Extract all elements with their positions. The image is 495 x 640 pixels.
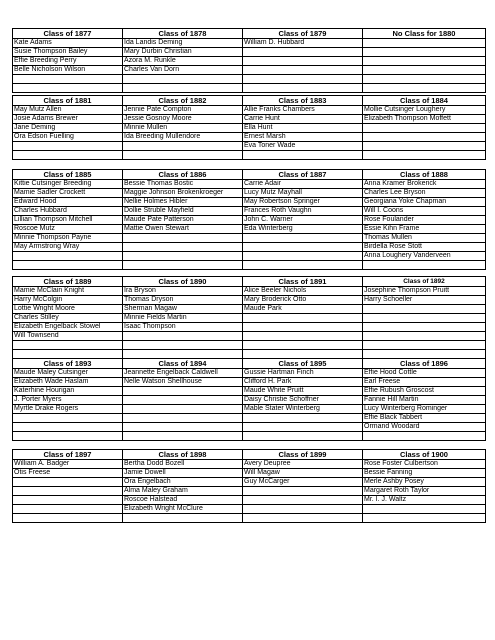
graduate-name-cell — [123, 261, 243, 270]
graduate-name-cell: Isaac Thompson — [123, 323, 243, 332]
graduate-name-cell: Mr. I. J. Waltz — [363, 496, 486, 505]
class-year-header: Class of 1893 — [13, 359, 123, 369]
graduate-name-cell — [243, 414, 363, 423]
table-row — [13, 216, 486, 225]
graduate-name-cell: J. Porter Myers — [13, 396, 123, 405]
graduate-name-cell — [123, 387, 243, 396]
table-row — [13, 75, 486, 84]
graduate-name-cell — [243, 341, 363, 350]
table-row — [13, 496, 486, 505]
graduate-name-cell: Carrie Hunt — [243, 115, 363, 124]
class-block-1889 — [12, 276, 485, 359]
table-row — [13, 207, 486, 216]
graduate-name-cell: Will Townsend — [13, 332, 123, 341]
graduate-name-cell — [363, 66, 486, 75]
class-year-header: Class of 1890 — [123, 277, 243, 287]
graduate-name-cell: Belle Nicholson Wilson — [13, 66, 123, 75]
graduate-name-cell: Mary Broderick Otto — [243, 296, 363, 305]
class-year-header: Class of 1891 — [243, 277, 363, 287]
graduate-name-cell: May Robertson Springer — [243, 198, 363, 207]
table-row — [13, 225, 486, 234]
graduate-name-cell: Ora Engelbach — [123, 478, 243, 487]
graduate-name-cell: Ida Landis Deming — [123, 39, 243, 48]
graduate-name-cell — [363, 305, 486, 314]
class-header-row — [13, 96, 486, 106]
graduate-name-cell: Alice Beeler Nichols — [243, 287, 363, 296]
graduate-name-cell: Anna Kramer Brokerick — [363, 180, 486, 189]
graduate-name-cell — [243, 151, 363, 160]
table-row — [13, 133, 486, 142]
graduate-name-cell — [123, 405, 243, 414]
table-row — [13, 378, 486, 387]
graduate-name-cell: Mamie Sadler Crockett — [13, 189, 123, 198]
class-year-header: Class of 1892 — [363, 277, 486, 287]
table-row — [13, 39, 486, 48]
table-row — [13, 432, 486, 441]
graduate-name-cell — [243, 48, 363, 57]
graduate-name-cell: Lottie Wright Moore — [13, 305, 123, 314]
graduate-name-cell: Jennie Pate Compton — [123, 106, 243, 115]
graduate-name-cell: Mable Stater Winterberg — [243, 405, 363, 414]
graduate-name-cell — [243, 323, 363, 332]
graduate-name-cell — [363, 505, 486, 514]
graduate-name-cell: William D. Hubbard — [243, 39, 363, 48]
graduate-name-cell — [13, 487, 123, 496]
graduate-name-cell: Sherman Magaw — [123, 305, 243, 314]
graduate-name-cell: Charles Lee Bryson — [363, 189, 486, 198]
graduate-name-cell — [243, 314, 363, 323]
graduate-name-cell: Josie Adams Brewer — [13, 115, 123, 124]
graduate-name-cell — [13, 261, 123, 270]
table-row — [13, 261, 486, 270]
class-roster-table — [12, 276, 486, 359]
graduate-name-cell — [13, 496, 123, 505]
class-year-header: Class of 1899 — [243, 450, 363, 460]
graduate-name-cell: Daisy Christie Schoffner — [243, 396, 363, 405]
table-row — [13, 124, 486, 133]
class-block-1893 — [12, 358, 485, 441]
graduate-name-cell — [243, 332, 363, 341]
graduate-name-cell: John C. Warner — [243, 216, 363, 225]
class-roster-table — [12, 95, 486, 160]
graduate-name-cell: Margaret Roth Taylor — [363, 487, 486, 496]
graduate-name-cell: Harry Schoeller — [363, 296, 486, 305]
graduate-name-cell: Mattie Owen Stewart — [123, 225, 243, 234]
table-row — [13, 396, 486, 405]
table-row — [13, 514, 486, 523]
graduate-name-cell: Eva Toner Wade — [243, 142, 363, 151]
graduate-name-cell — [123, 341, 243, 350]
class-block-1885 — [12, 169, 485, 270]
graduate-name-cell — [13, 423, 123, 432]
class-year-header: Class of 1886 — [123, 170, 243, 180]
graduate-name-cell: May Armstrong Wray — [13, 243, 123, 252]
table-row — [13, 460, 486, 469]
graduate-name-cell — [123, 243, 243, 252]
graduate-name-cell: Lillian Thompson Mitchell — [13, 216, 123, 225]
table-row — [13, 198, 486, 207]
table-row — [13, 469, 486, 478]
graduate-name-cell — [243, 505, 363, 514]
class-year-header: Class of 1881 — [13, 96, 123, 106]
graduate-name-cell: Effie Black Tabbert — [363, 414, 486, 423]
class-year-header: Class of 1878 — [123, 29, 243, 39]
graduate-name-cell: Roscoe Mutz — [13, 225, 123, 234]
table-row — [13, 305, 486, 314]
graduate-name-cell: Nelle Watson Shellhouse — [123, 378, 243, 387]
class-year-header: Class of 1889 — [13, 277, 123, 287]
graduate-name-cell: Kittie Cutsinger Breeding — [13, 180, 123, 189]
graduate-name-cell: Alma Maley Graham — [123, 487, 243, 496]
graduate-name-cell — [243, 252, 363, 261]
graduate-name-cell — [243, 423, 363, 432]
graduate-name-cell — [363, 84, 486, 93]
graduate-name-cell: Jane Deming — [13, 124, 123, 133]
graduate-name-cell — [123, 414, 243, 423]
class-year-header: Class of 1877 — [13, 29, 123, 39]
graduate-name-cell — [13, 478, 123, 487]
graduate-name-cell: Birdella Rose Stott — [363, 243, 486, 252]
graduate-name-cell: Will Magaw — [243, 469, 363, 478]
graduate-name-cell — [13, 142, 123, 151]
graduate-name-cell — [13, 84, 123, 93]
class-block-1897 — [12, 449, 485, 523]
class-year-header: Class of 1900 — [363, 450, 486, 460]
graduate-name-cell: Avery Deupree — [243, 460, 363, 469]
graduate-name-cell — [13, 341, 123, 350]
graduate-name-cell: Kate Adams — [13, 39, 123, 48]
graduate-name-cell: Mamie McClain Knight — [13, 287, 123, 296]
table-row — [13, 66, 486, 75]
graduate-name-cell — [123, 514, 243, 523]
graduate-name-cell — [363, 514, 486, 523]
graduate-name-cell: Otis Freese — [13, 469, 123, 478]
graduate-name-cell — [363, 341, 486, 350]
table-row — [13, 478, 486, 487]
graduate-name-cell — [363, 39, 486, 48]
graduate-name-cell: Elizabeth Wright McClure — [123, 505, 243, 514]
table-row — [13, 296, 486, 305]
class-header-row — [13, 29, 486, 39]
class-year-header: Class of 1897 — [13, 450, 123, 460]
graduate-name-cell — [123, 332, 243, 341]
graduate-name-cell: Essie Kihn Frame — [363, 225, 486, 234]
graduate-name-cell: Anna Loughery Vanderveen — [363, 252, 486, 261]
class-year-header: Class of 1885 — [13, 170, 123, 180]
table-row — [13, 323, 486, 332]
graduate-name-cell: Elizabeth Thompson Moffett — [363, 115, 486, 124]
graduate-name-cell: Ormand Woodard — [363, 423, 486, 432]
graduate-name-cell: Charles Stilley — [13, 314, 123, 323]
graduate-name-cell: Maude Pate Patterson — [123, 216, 243, 225]
graduate-name-cell: Will I. Coons — [363, 207, 486, 216]
graduate-name-cell: Eda Winterberg — [243, 225, 363, 234]
graduate-name-cell — [363, 133, 486, 142]
graduate-name-cell: Charles Hubbard — [13, 207, 123, 216]
graduate-name-cell: Ora Edson Fuelling — [13, 133, 123, 142]
graduate-name-cell: Dollie Struble Mayfield — [123, 207, 243, 216]
table-row — [13, 414, 486, 423]
graduate-name-cell: Elizabeth Wade Haslam — [13, 378, 123, 387]
graduate-name-cell: Charles Van Dorn — [123, 66, 243, 75]
table-row — [13, 341, 486, 350]
graduate-name-cell: Ira Bryson — [123, 287, 243, 296]
class-year-header: Class of 1896 — [363, 359, 486, 369]
graduate-name-cell: Mary Durbin Christian — [123, 48, 243, 57]
graduate-name-cell: Josephine Thompson Pruitt — [363, 287, 486, 296]
graduate-name-cell — [123, 84, 243, 93]
graduate-name-cell — [243, 57, 363, 66]
graduate-name-cell: Azora M. Runkle — [123, 57, 243, 66]
graduate-name-cell — [13, 432, 123, 441]
graduate-name-cell: Effie Rubush Groscost — [363, 387, 486, 396]
table-row — [13, 405, 486, 414]
table-row — [13, 243, 486, 252]
graduate-name-cell: Jeannette Engelback Caldwell — [123, 369, 243, 378]
table-row — [13, 180, 486, 189]
class-block-1877 — [12, 28, 485, 93]
graduate-name-cell: Maude Maley Cutsinger — [13, 369, 123, 378]
graduate-name-cell — [363, 432, 486, 441]
table-row — [13, 151, 486, 160]
graduate-name-cell: Carrie Adair — [243, 180, 363, 189]
graduate-name-cell: Minnie Thompson Payne — [13, 234, 123, 243]
graduate-name-cell: Guy McCarger — [243, 478, 363, 487]
class-year-header: Class of 1887 — [243, 170, 363, 180]
graduate-name-cell: Ernest Marsh — [243, 133, 363, 142]
graduate-name-cell — [123, 75, 243, 84]
class-year-header: Class of 1888 — [363, 170, 486, 180]
graduate-name-cell — [363, 314, 486, 323]
graduate-name-cell: Elizabeth Engelback Stowel — [13, 323, 123, 332]
table-row — [13, 387, 486, 396]
graduate-name-cell — [243, 496, 363, 505]
graduate-name-cell — [123, 142, 243, 151]
graduate-name-cell — [363, 48, 486, 57]
graduate-name-cell: Ella Hunt — [243, 124, 363, 133]
class-year-header: Class of 1879 — [243, 29, 363, 39]
graduate-name-cell — [363, 142, 486, 151]
graduate-name-cell — [13, 514, 123, 523]
graduate-name-cell: Rose Foulander — [363, 216, 486, 225]
graduate-name-cell: Lucy Winterberg Rominger — [363, 405, 486, 414]
graduate-name-cell — [243, 487, 363, 496]
graduate-name-cell — [13, 414, 123, 423]
class-year-header: Class of 1895 — [243, 359, 363, 369]
class-year-header: Class of 1898 — [123, 450, 243, 460]
graduate-name-cell: Ida Breeding Mullendore — [123, 133, 243, 142]
class-header-row — [13, 170, 486, 180]
graduate-name-cell: Bessie Thomas Bostic — [123, 180, 243, 189]
graduate-name-cell — [243, 261, 363, 270]
table-row — [13, 115, 486, 124]
class-block-1881 — [12, 95, 485, 160]
class-year-header: No Class for 1880 — [363, 29, 486, 39]
graduate-name-cell — [363, 124, 486, 133]
graduate-name-cell: Katerhine Hourigan — [13, 387, 123, 396]
graduate-name-cell: Nellie Holmes Hibler — [123, 198, 243, 207]
graduate-name-cell — [123, 432, 243, 441]
graduate-name-cell — [123, 151, 243, 160]
graduate-name-cell: Jamie Dowell — [123, 469, 243, 478]
graduate-name-cell — [243, 84, 363, 93]
class-roster-table — [12, 449, 486, 523]
class-header-row — [13, 277, 486, 287]
graduate-name-cell: Earl Freese — [363, 378, 486, 387]
class-header-row — [13, 450, 486, 460]
graduate-name-cell — [13, 151, 123, 160]
class-year-header: Class of 1884 — [363, 96, 486, 106]
graduate-name-cell: Allie Franks Chambers — [243, 106, 363, 115]
graduate-name-cell: Georgiana Yoke Chapman — [363, 198, 486, 207]
graduate-name-cell: Clifford H. Park — [243, 378, 363, 387]
table-row — [13, 505, 486, 514]
graduate-name-cell: Minnie Mullen — [123, 124, 243, 133]
graduate-name-cell: Bertha Dodd Bozell — [123, 460, 243, 469]
graduate-name-cell: Harry McColgin — [13, 296, 123, 305]
graduate-name-cell — [13, 505, 123, 514]
table-row — [13, 189, 486, 198]
graduate-name-cell — [363, 332, 486, 341]
class-roster-table — [12, 358, 486, 441]
table-row — [13, 57, 486, 66]
graduate-name-cell — [123, 252, 243, 261]
graduate-name-cell: May Mutz Allen — [13, 106, 123, 115]
graduate-name-cell: Effie Breeding Perry — [13, 57, 123, 66]
graduate-name-cell — [243, 243, 363, 252]
table-row — [13, 106, 486, 115]
graduate-name-cell — [363, 261, 486, 270]
table-row — [13, 142, 486, 151]
graduate-name-cell: Bessie Fanning — [363, 469, 486, 478]
graduate-name-cell — [123, 396, 243, 405]
graduate-name-cell: Thomas Dryson — [123, 296, 243, 305]
table-row — [13, 332, 486, 341]
graduate-name-cell: Minnie Fields Martin — [123, 314, 243, 323]
graduate-name-cell: Maude Park — [243, 305, 363, 314]
graduate-name-cell: Lucy Mutz Mayhall — [243, 189, 363, 198]
table-row — [13, 287, 486, 296]
graduate-name-cell: Rose Foster Culbertson — [363, 460, 486, 469]
graduate-name-cell — [123, 234, 243, 243]
class-roster-table — [12, 169, 486, 270]
class-year-header: Class of 1883 — [243, 96, 363, 106]
graduate-name-cell: Maude White Pruitt — [243, 387, 363, 396]
graduate-name-cell — [363, 323, 486, 332]
graduate-name-cell: Jessie Gosnoy Moore — [123, 115, 243, 124]
graduate-name-cell: William A. Badger — [13, 460, 123, 469]
graduate-name-cell — [243, 514, 363, 523]
graduate-name-cell: Edward Hood — [13, 198, 123, 207]
graduate-name-cell — [363, 57, 486, 66]
graduate-name-cell: Fannie Hill Martin — [363, 396, 486, 405]
graduate-name-cell: Gussie Hartman Finch — [243, 369, 363, 378]
table-row — [13, 252, 486, 261]
graduate-name-cell: Susie Thompson Bailey — [13, 48, 123, 57]
graduate-name-cell: Myrtle Drake Rogers — [13, 405, 123, 414]
table-row — [13, 234, 486, 243]
graduate-name-cell — [243, 66, 363, 75]
graduate-name-cell — [13, 75, 123, 84]
class-year-header: Class of 1894 — [123, 359, 243, 369]
table-row — [13, 84, 486, 93]
graduate-name-cell — [123, 423, 243, 432]
graduate-name-cell: Roscoe Halstead — [123, 496, 243, 505]
graduate-name-cell: Thomas Mullen — [363, 234, 486, 243]
table-row — [13, 487, 486, 496]
table-row — [13, 369, 486, 378]
table-row — [13, 48, 486, 57]
graduate-name-cell — [243, 75, 363, 84]
graduate-name-cell — [363, 75, 486, 84]
class-header-row — [13, 359, 486, 369]
graduate-name-cell — [363, 151, 486, 160]
graduate-name-cell: Frances Roth Vaughn — [243, 207, 363, 216]
graduate-name-cell: Maggie Johnson Brokenkroeger — [123, 189, 243, 198]
class-roster-table — [12, 28, 486, 93]
graduate-name-cell: Mollie Cutsinger Loughery — [363, 106, 486, 115]
graduate-name-cell — [13, 252, 123, 261]
table-row — [13, 314, 486, 323]
class-year-header: Class of 1882 — [123, 96, 243, 106]
graduate-name-cell — [243, 234, 363, 243]
table-row — [13, 423, 486, 432]
graduate-name-cell — [243, 432, 363, 441]
graduate-name-cell: Merle Ashby Posey — [363, 478, 486, 487]
graduate-name-cell: Effie Hood Cottle — [363, 369, 486, 378]
